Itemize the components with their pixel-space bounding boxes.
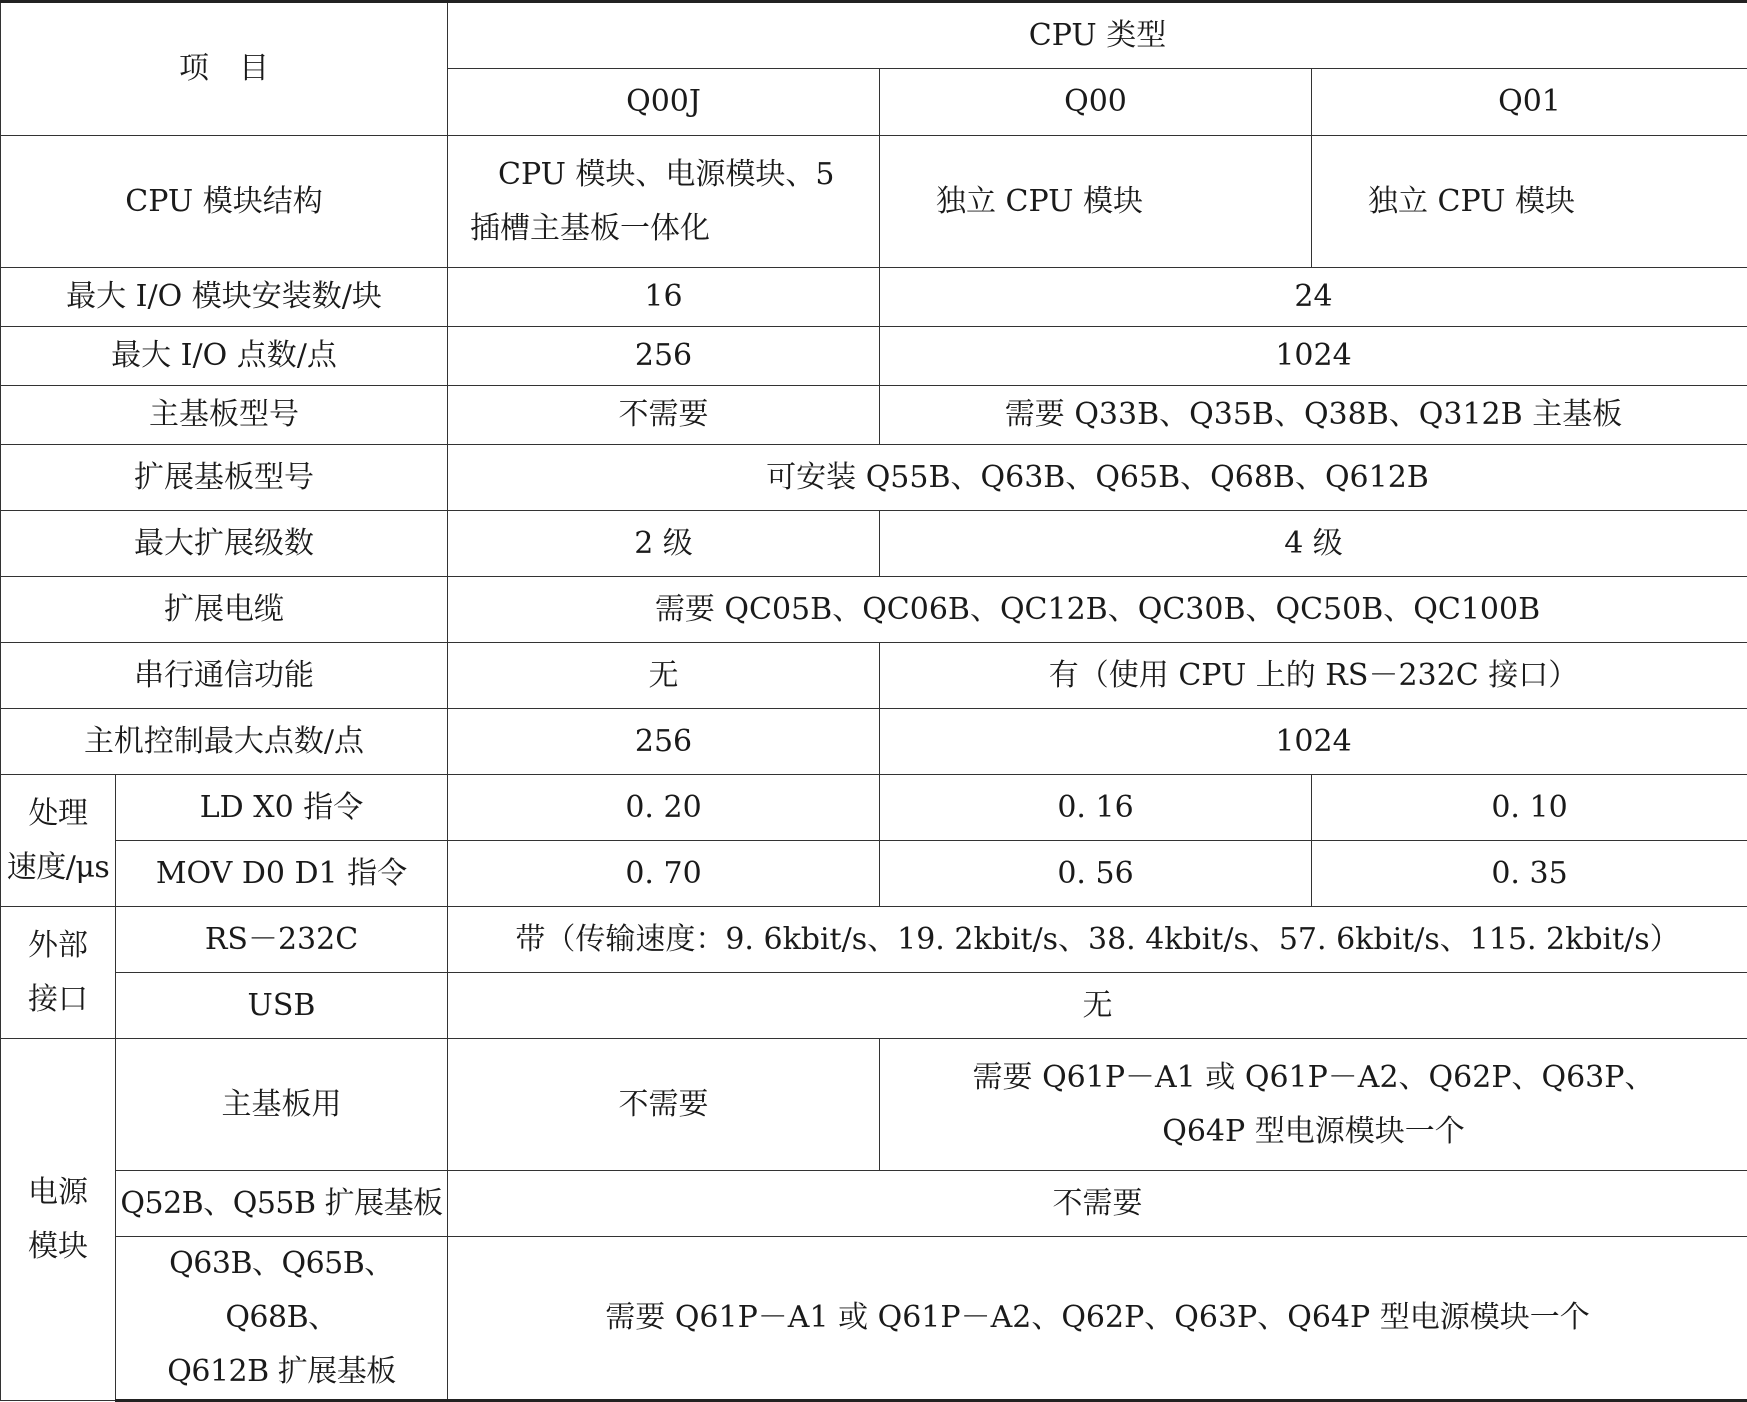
header-model-q01: Q01: [1312, 69, 1747, 136]
row-structure-label: CPU 模块结构: [1, 136, 448, 268]
row-usb-label: USB: [116, 973, 448, 1039]
row-main-base-q00j: 不需要: [448, 386, 880, 445]
group-power-line1: 电源: [7, 1166, 109, 1220]
group-power: [1, 1039, 116, 1401]
row-power-q52-label: Q52B、Q55B 扩展基板: [116, 1171, 448, 1237]
row-ext-base-all: 可安装 Q55B、Q63B、Q65B、Q68B、Q612B: [448, 445, 1747, 511]
row-speed-ld-label: LD X0 指令: [116, 775, 448, 841]
group-ext-interface-line2: 接口: [7, 973, 109, 1027]
row-power-main-q00j: 不需要: [448, 1039, 880, 1171]
row-max-io-modules-q00-q01: 24: [880, 268, 1747, 327]
row-max-ext-levels-label: 最大扩展级数: [1, 511, 448, 577]
row-structure-q01: 独立 CPU 模块: [1312, 136, 1747, 268]
row-ext-cable-all: 需要 QC05B、QC06B、QC12B、QC30B、QC50B、QC100B: [448, 577, 1747, 643]
group-ext-interface-line1: 外部: [7, 919, 109, 973]
row-max-ext-levels-q00j: 2 级: [448, 511, 880, 577]
row-speed-mov-label: MOV D0 D1 指令: [116, 841, 448, 907]
row-main-base-label: 主基板型号: [1, 386, 448, 445]
row-power-main-q00-q01-line2: Q64P 型电源模块一个: [886, 1105, 1741, 1159]
row-max-io-points-label: 最大 I/O 点数/点: [1, 327, 448, 386]
row-speed-ld-q00: 0. 16: [880, 775, 1312, 841]
row-max-io-points-q00-q01: 1024: [880, 327, 1747, 386]
row-speed-mov-q00j: 0. 70: [448, 841, 880, 907]
header-item: 项 目: [1, 2, 448, 136]
row-speed-mov-q01: 0. 35: [1312, 841, 1747, 907]
row-power-q63-label-line2: Q612B 扩展基板: [118, 1345, 445, 1399]
row-power-q63-label: [116, 1237, 448, 1401]
row-ext-base-label: 扩展基板型号: [1, 445, 448, 511]
row-speed-mov-q00: 0. 56: [880, 841, 1312, 907]
row-power-q52-all: 不需要: [448, 1171, 1747, 1237]
row-host-ctrl-q00j: 256: [448, 709, 880, 775]
header-model-q00j: Q00J: [448, 69, 880, 136]
header-model-q00: Q00: [880, 69, 1312, 136]
group-ext-interface: [1, 907, 116, 1039]
group-power-line2: 模块: [7, 1220, 109, 1274]
row-speed-ld-q00j: 0. 20: [448, 775, 880, 841]
row-main-base-q00-q01: 需要 Q33B、Q35B、Q38B、Q312B 主基板: [880, 386, 1747, 445]
row-serial-comm-label: 串行通信功能: [1, 643, 448, 709]
row-structure-q00j-line2: 插槽主基板一体化: [470, 202, 873, 256]
row-serial-comm-q00j: 无: [448, 643, 880, 709]
group-speed-line1: 处理: [3, 787, 113, 841]
row-power-q63-all: 需要 Q61P－A1 或 Q61P－A2、Q62P、Q63P、Q64P 型电源模块一个: [448, 1237, 1747, 1401]
row-power-main-q00-q01: [880, 1039, 1747, 1171]
header-cpu-type: CPU 类型: [448, 2, 1747, 69]
group-speed: [1, 775, 116, 907]
row-serial-comm-q00-q01: 有（使用 CPU 上的 RS－232C 接口）: [880, 643, 1747, 709]
row-usb-all: 无: [448, 973, 1747, 1039]
row-speed-ld-q01: 0. 10: [1312, 775, 1747, 841]
row-rs232-all: 带（传输速度：9. 6kbit/s、19. 2kbit/s、38. 4kbit/s、57. 6kbit/s、115. 2kbit/s）: [448, 907, 1747, 973]
row-max-io-modules-label: 最大 I/O 模块安装数/块: [1, 268, 448, 327]
row-power-main-q00-q01-line1: 需要 Q61P－A1 或 Q61P－A2、Q62P、Q63P、: [886, 1051, 1741, 1105]
row-max-io-points-q00j: 256: [448, 327, 880, 386]
row-power-main-label: 主基板用: [116, 1039, 448, 1171]
row-max-io-modules-q00j: 16: [448, 268, 880, 327]
row-structure-q00: 独立 CPU 模块: [880, 136, 1312, 268]
row-host-ctrl-label: 主机控制最大点数/点: [1, 709, 448, 775]
row-host-ctrl-q00-q01: 1024: [880, 709, 1747, 775]
row-structure-q00j-line1: CPU 模块、电源模块、5: [470, 148, 873, 202]
row-rs232-label: RS－232C: [116, 907, 448, 973]
row-max-ext-levels-q00-q01: 4 级: [880, 511, 1747, 577]
group-speed-line2: 速度/μs: [3, 841, 113, 895]
row-ext-cable-label: 扩展电缆: [1, 577, 448, 643]
row-structure-q00j: [448, 136, 880, 268]
row-power-q63-label-line1: Q63B、Q65B、Q68B、: [118, 1237, 445, 1345]
